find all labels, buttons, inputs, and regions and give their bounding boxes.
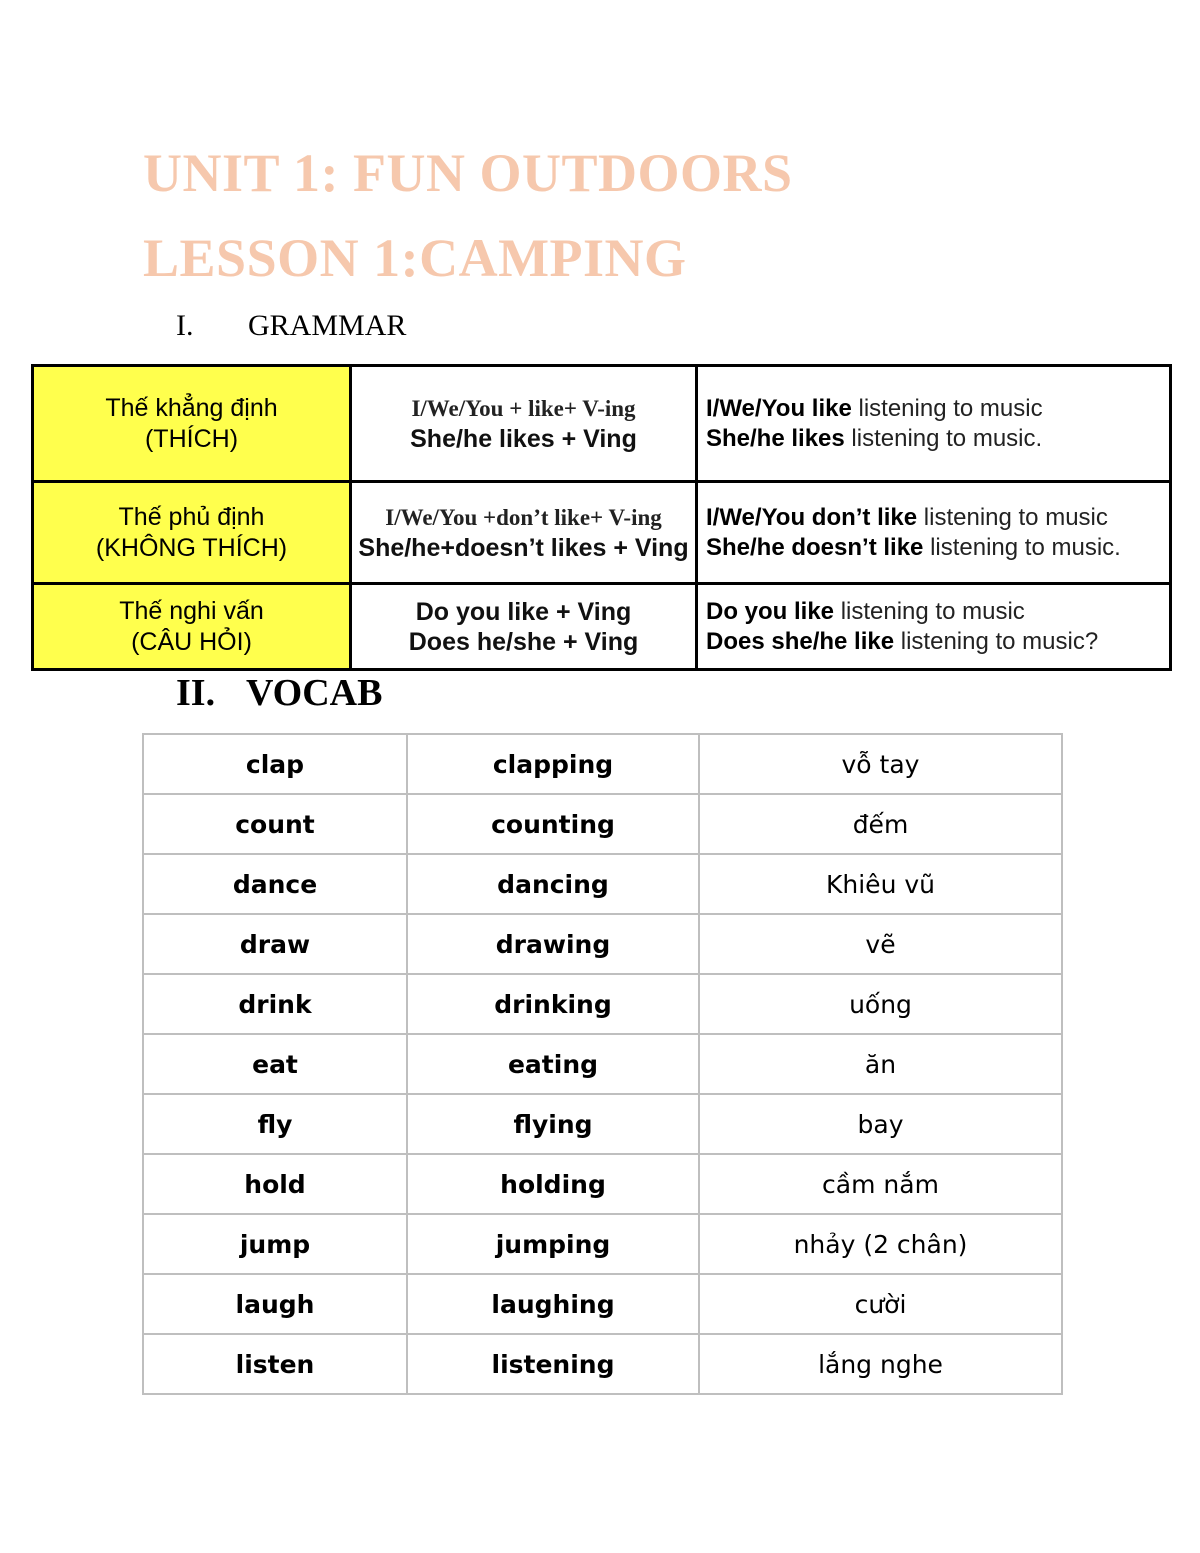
example-text: listening to music <box>851 394 1043 422</box>
example-text: listening to music <box>917 503 1108 531</box>
vocab-ing-form: eating <box>407 1034 699 1094</box>
section-label: VOCAB <box>246 672 383 714</box>
grammar-form-cell <box>351 584 697 670</box>
vocab-row <box>143 1334 1062 1394</box>
grammar-type-cell <box>33 482 351 584</box>
grammar-example-cell <box>697 482 1171 584</box>
grammar-type-sublabel: (THÍCH) <box>144 424 239 453</box>
vocab-base-verb: drink <box>143 974 407 1034</box>
section-number: I. <box>176 309 194 342</box>
grammar-form-singular: She/he likes + Ving <box>410 424 637 453</box>
vocab-base-verb: count <box>143 794 407 854</box>
vocab-row <box>143 1094 1062 1154</box>
vocab-row <box>143 734 1062 794</box>
example-emphasis: I/We/You don’t like <box>706 503 918 531</box>
vocab-base-verb: hold <box>143 1154 407 1214</box>
vocab-base-verb: listen <box>143 1334 407 1394</box>
grammar-form-plural: I/We/You +don’t like+ V-ing <box>385 504 662 530</box>
grammar-row <box>33 482 1171 584</box>
vocab-row <box>143 974 1062 1034</box>
vocab-ing-form: flying <box>407 1094 699 1154</box>
example-emphasis: I/We/You like <box>706 394 852 422</box>
grammar-type-cell <box>33 366 351 482</box>
section-vocab-heading <box>176 671 382 715</box>
example-text: listening to music. <box>923 533 1121 561</box>
grammar-form-singular: Does he/she + Ving <box>408 627 639 656</box>
grammar-example-1 <box>706 597 1169 627</box>
example-text: listening to music <box>834 597 1025 625</box>
vocab-ing-form: laughing <box>407 1274 699 1334</box>
grammar-example-cell <box>697 584 1171 670</box>
example-emphasis: She/he likes <box>706 424 845 452</box>
vocab-ing-form: counting <box>407 794 699 854</box>
vocab-meaning: lắng nghe <box>699 1334 1062 1394</box>
vocab-meaning: Khiêu vũ <box>699 854 1062 914</box>
grammar-type-label: Thế khẳng định <box>105 393 278 422</box>
grammar-row <box>33 584 1171 670</box>
grammar-example-2 <box>706 533 1169 563</box>
vocab-ing-form: jumping <box>407 1214 699 1274</box>
vocab-meaning: uống <box>699 974 1062 1034</box>
vocab-ing-form: clapping <box>407 734 699 794</box>
example-text: listening to music. <box>844 424 1043 452</box>
grammar-form-plural: Do you like + Ving <box>415 597 632 626</box>
example-text: listening to music? <box>894 627 1099 655</box>
grammar-example-1 <box>706 503 1169 533</box>
vocab-meaning: đếm <box>699 794 1062 854</box>
vocab-ing-form: holding <box>407 1154 699 1214</box>
section-number: II. <box>176 672 216 714</box>
vocab-ing-form: drawing <box>407 914 699 974</box>
grammar-form-plural: I/We/You + like+ V-ing <box>411 395 636 421</box>
grammar-form-cell <box>351 366 697 482</box>
vocab-ing-form: drinking <box>407 974 699 1034</box>
vocab-base-verb: laugh <box>143 1274 407 1334</box>
grammar-example-2 <box>706 424 1169 454</box>
section-grammar-heading <box>176 309 406 343</box>
vocab-meaning: bay <box>699 1094 1062 1154</box>
example-emphasis: Do you like <box>706 597 835 625</box>
vocab-meaning: nhảy (2 chân) <box>699 1214 1062 1274</box>
grammar-type-label: Thế phủ định <box>118 502 265 531</box>
grammar-type-cell <box>33 584 351 670</box>
grammar-example-cell <box>697 366 1171 482</box>
vocab-table <box>142 733 1063 1395</box>
grammar-row <box>33 366 1171 482</box>
grammar-example-2 <box>706 627 1169 657</box>
grammar-table <box>31 364 1172 671</box>
vocab-meaning: cầm nắm <box>699 1154 1062 1214</box>
vocab-row <box>143 854 1062 914</box>
vocab-base-verb: fly <box>143 1094 407 1154</box>
vocab-meaning: vẽ <box>699 914 1062 974</box>
vocab-row <box>143 1274 1062 1334</box>
grammar-type-label: Thế nghi vấn <box>119 596 264 625</box>
grammar-form-cell <box>351 482 697 584</box>
lesson-title: LESSON 1:CAMPING <box>143 228 687 288</box>
vocab-row <box>143 1034 1062 1094</box>
vocab-meaning: vỗ tay <box>699 734 1062 794</box>
vocab-base-verb: dance <box>143 854 407 914</box>
vocab-row <box>143 914 1062 974</box>
example-emphasis: She/he doesn’t like <box>706 533 924 561</box>
grammar-type-sublabel: (CÂU HỎI) <box>131 627 252 656</box>
vocab-row <box>143 794 1062 854</box>
vocab-row <box>143 1154 1062 1214</box>
vocab-base-verb: jump <box>143 1214 407 1274</box>
unit-title: UNIT 1: FUN OUTDOORS <box>143 143 793 203</box>
vocab-base-verb: clap <box>143 734 407 794</box>
vocab-row <box>143 1214 1062 1274</box>
vocab-base-verb: eat <box>143 1034 407 1094</box>
vocab-meaning: cười <box>699 1274 1062 1334</box>
vocab-ing-form: dancing <box>407 854 699 914</box>
vocab-ing-form: listening <box>407 1334 699 1394</box>
section-label: GRAMMAR <box>248 309 407 342</box>
example-emphasis: Does she/he like <box>706 627 895 655</box>
grammar-type-sublabel: (KHÔNG THÍCH) <box>95 533 288 562</box>
vocab-meaning: ăn <box>699 1034 1062 1094</box>
grammar-example-1 <box>706 394 1169 424</box>
grammar-form-singular: She/he+doesn’t likes + Ving <box>358 533 689 562</box>
vocab-base-verb: draw <box>143 914 407 974</box>
